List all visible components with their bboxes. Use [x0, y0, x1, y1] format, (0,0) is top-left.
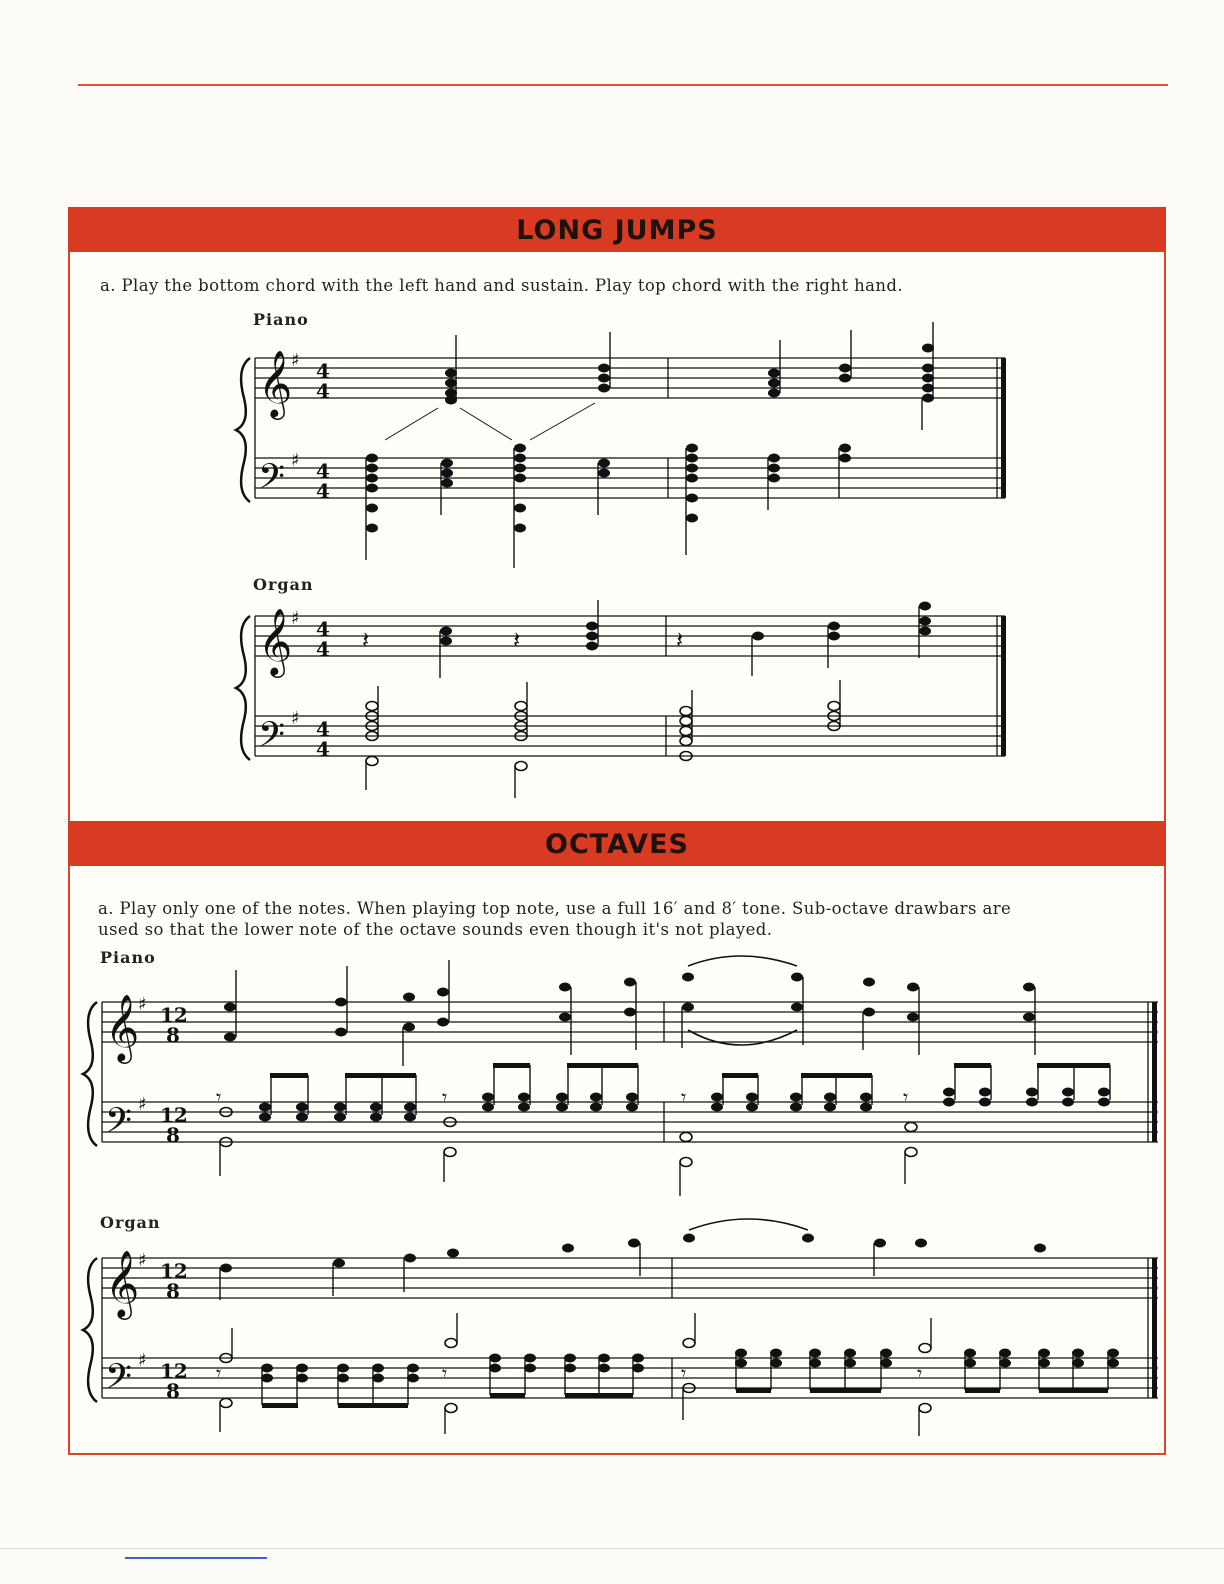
eighth-rest-icon: 𝄾	[681, 1085, 687, 1109]
sharp-icon: ♯	[138, 1094, 147, 1115]
long-jumps-piano-label: Piano	[253, 310, 309, 329]
eighth-rest-icon: 𝄾	[903, 1085, 909, 1109]
octaves-instruction-line2: used so that the lower note of the octave sounds even though it's not played.	[98, 920, 773, 939]
long-jumps-instruction: a. Play the bottom chord with the left hand and sustain. Play top chord with the right hand.	[100, 276, 903, 295]
quarter-rest-icon: 𝄽	[362, 626, 370, 654]
octaves-title: OCTAVES	[545, 829, 689, 860]
bass-clef-icon: 𝄢	[258, 714, 286, 763]
svg-text:12: 12	[160, 1003, 188, 1027]
treble-clef-icon: 𝄞	[258, 607, 293, 675]
eighth-rest-icon: 𝄾	[216, 1361, 222, 1385]
bottom-link-underline	[125, 1557, 267, 1559]
quarter-rest-icon: 𝄽	[513, 626, 521, 654]
eighth-rest-icon: 𝄾	[681, 1361, 687, 1385]
octaves-organ-label: Organ	[100, 1213, 161, 1232]
svg-text:4: 4	[316, 479, 330, 503]
eighth-rest-icon: 𝄾	[442, 1085, 448, 1109]
eighth-rest-icon: 𝄾	[917, 1361, 923, 1385]
sharp-icon: ♯	[291, 708, 300, 729]
svg-text:8: 8	[166, 1123, 180, 1147]
svg-text:4: 4	[316, 459, 330, 483]
svg-text:12: 12	[160, 1103, 188, 1127]
svg-text:4: 4	[316, 359, 330, 383]
svg-text:4: 4	[316, 637, 330, 661]
sharp-icon: ♯	[138, 1350, 147, 1371]
brace-icon	[83, 1258, 97, 1402]
svg-text:12: 12	[160, 1359, 188, 1383]
final-barline-icon	[1152, 1258, 1157, 1398]
svg-text:12: 12	[160, 1259, 188, 1283]
sharp-icon: ♯	[291, 350, 300, 371]
treble-clef-icon: 𝄞	[105, 1249, 140, 1317]
svg-text:4: 4	[316, 379, 330, 403]
svg-text:4: 4	[316, 617, 330, 641]
eighth-rest-icon: 𝄾	[216, 1085, 222, 1109]
bass-clef-icon: 𝄢	[258, 456, 286, 505]
octaves-instruction-line1: a. Play only one of the notes. When playing top note, use a full 16′ and 8′ tone. Sub-octave drawbars are	[98, 899, 1012, 918]
svg-text:4: 4	[316, 717, 330, 741]
svg-text:8: 8	[166, 1023, 180, 1047]
svg-text:8: 8	[166, 1379, 180, 1403]
sharp-icon: ♯	[291, 450, 300, 471]
long-jumps-organ-label: Organ	[253, 575, 314, 594]
eighth-rest-icon: 𝄾	[442, 1361, 448, 1385]
octaves-piano-label: Piano	[100, 948, 156, 967]
treble-clef-icon: 𝄞	[258, 349, 293, 417]
sharp-icon: ♯	[138, 1250, 147, 1271]
svg-text:4: 4	[316, 737, 330, 761]
bass-clef-icon: 𝄢	[105, 1356, 133, 1405]
sharp-icon: ♯	[291, 608, 300, 629]
svg-text:8: 8	[166, 1279, 180, 1303]
long-jumps-title: LONG JUMPS	[516, 215, 718, 246]
bottom-rule	[0, 1548, 1224, 1549]
sharp-icon: ♯	[138, 994, 147, 1015]
quarter-rest-icon: 𝄽	[676, 626, 684, 654]
treble-clef-icon: 𝄞	[105, 993, 140, 1061]
bass-clef-icon: 𝄢	[105, 1100, 133, 1149]
